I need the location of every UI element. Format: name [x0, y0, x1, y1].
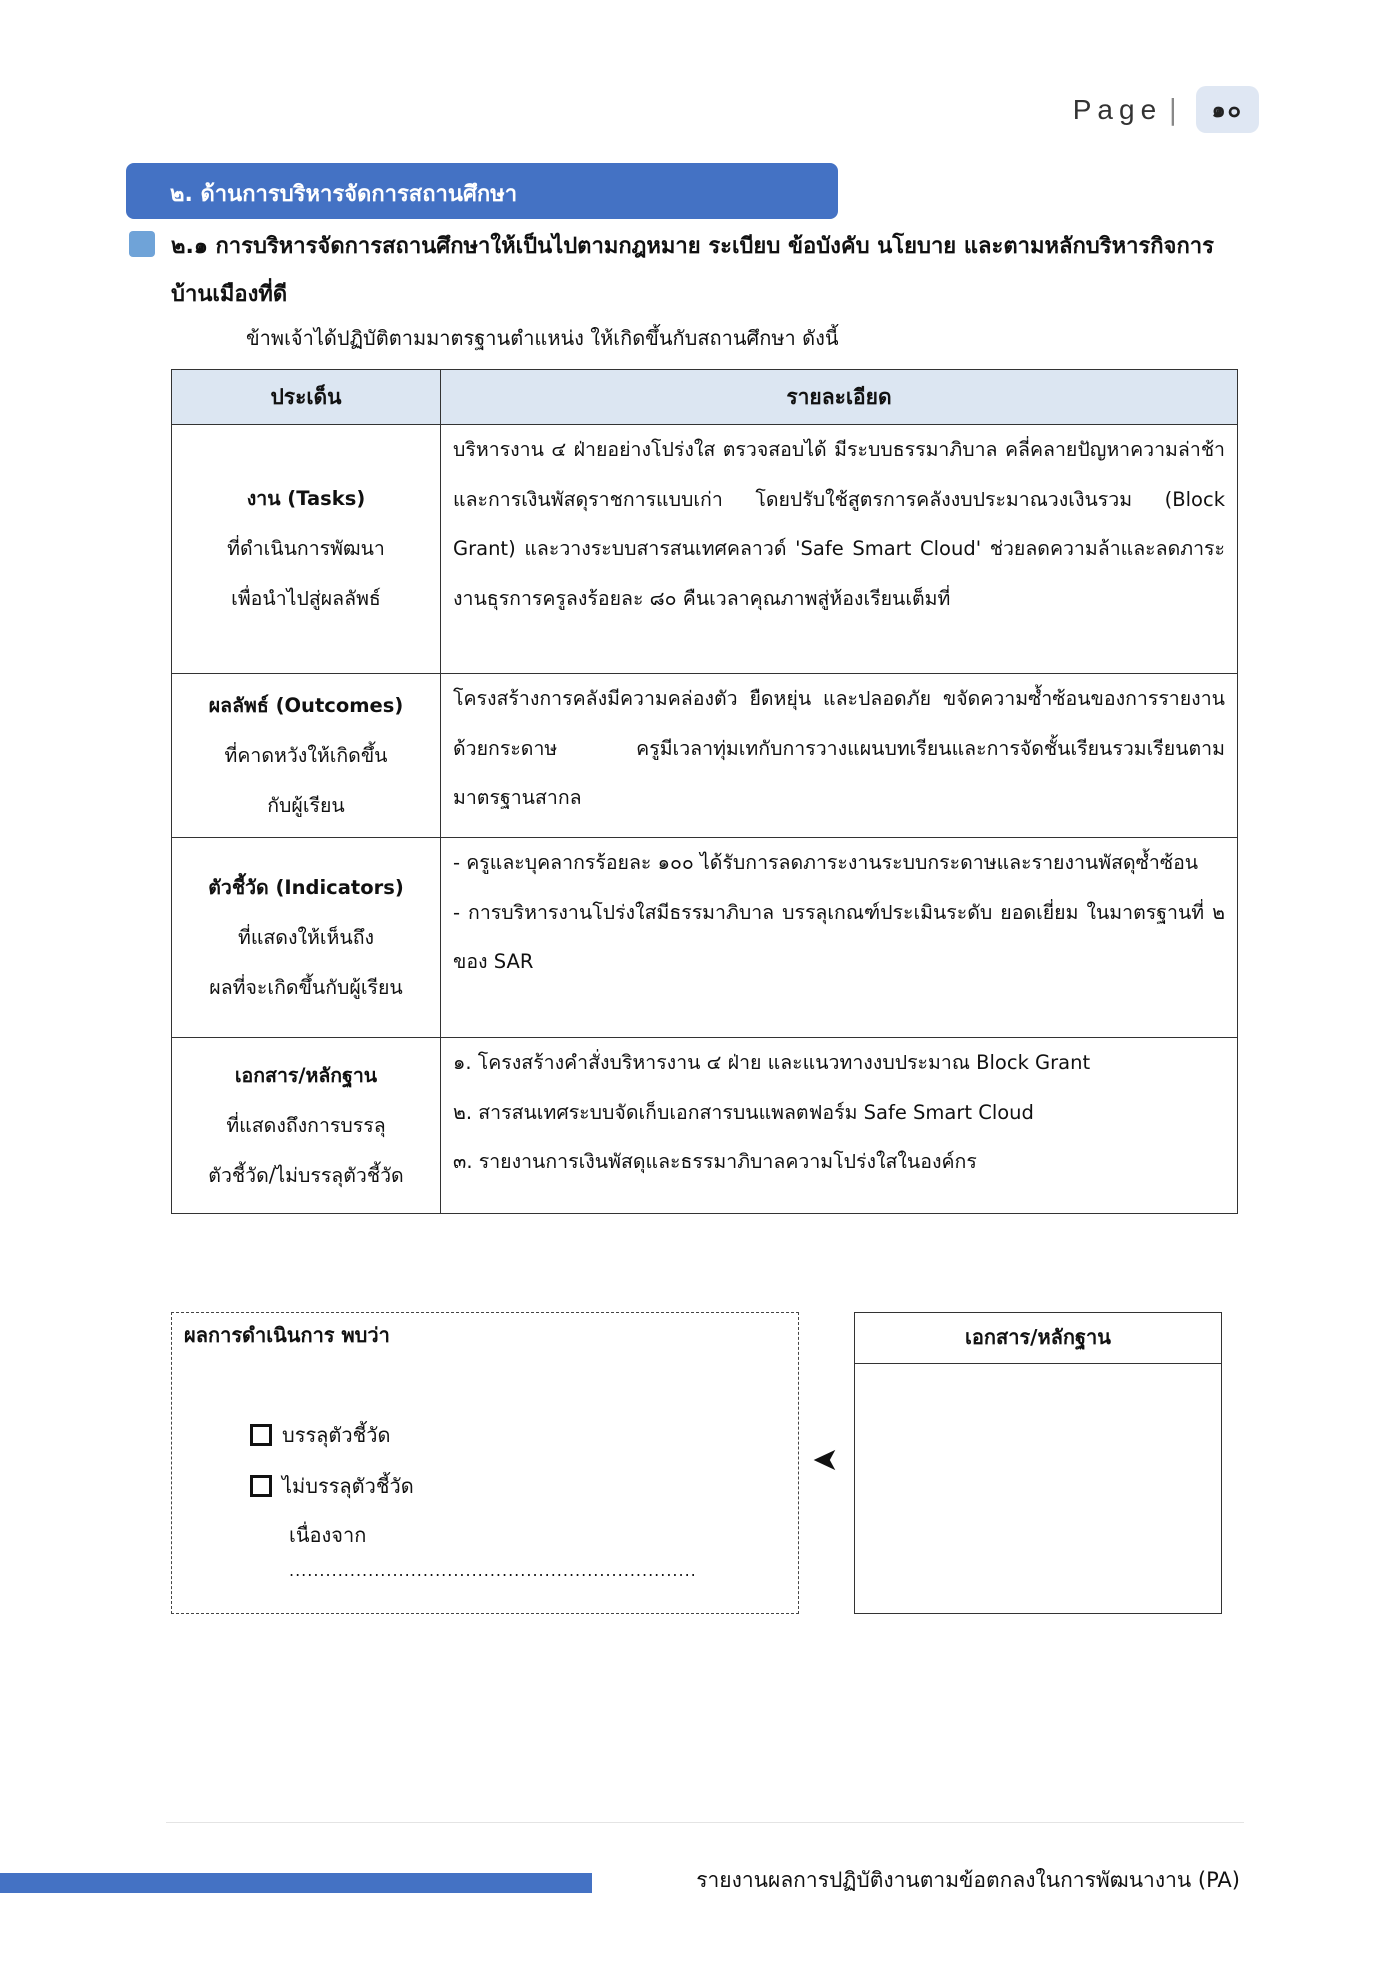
- topic-subtext: ที่แสดงถึงการบรรลุ: [226, 1113, 386, 1137]
- page-header: [1073, 86, 1259, 133]
- topic-heading: ผลลัพธ์ (Outcomes): [208, 693, 404, 717]
- column-header-topic: ประเด็น: [172, 370, 441, 425]
- topic-subtext: กับผู้เรียน: [267, 793, 345, 817]
- page-label: Page: [1072, 93, 1163, 125]
- detail-cell: [441, 1038, 1238, 1214]
- page-number: ๑๐: [1196, 86, 1259, 133]
- intro-text: ข้าพเจ้าได้ปฏิบัติตามมาตรฐานตำแหน่ง ให้เกิดขึ้นกับสถานศึกษา ดังนี้: [246, 326, 839, 350]
- topic-cell: [172, 674, 441, 838]
- footer-divider: [166, 1822, 1244, 1823]
- topic-cell: [172, 425, 441, 674]
- table-row-tasks: [172, 425, 1238, 674]
- checkbox-icon[interactable]: [250, 1475, 272, 1497]
- topic-cell: [172, 838, 441, 1038]
- because-label: เนื่องจาก: [289, 1523, 367, 1547]
- section-banner: ๒. ด้านการบริหารจัดการสถานศึกษา: [126, 163, 838, 219]
- topic-heading: งาน (Tasks): [246, 487, 366, 510]
- topic-subtext: ที่คาดหวังให้เกิดขึ้น: [224, 743, 388, 767]
- table-header-row: [172, 370, 1238, 425]
- topic-heading: ตัวชี้วัด (Indicators): [208, 875, 404, 899]
- topic-subtext: ตัวชี้วัด/ไม่บรรลุตัวชี้วัด: [208, 1163, 404, 1187]
- option-not-achieved-label: ไม่บรรลุตัวชี้วัด: [282, 1474, 414, 1498]
- indicator-item: - ครูและบุคลากรร้อยละ ๑๐๐ ได้รับการลดภาระงานระบบกระดาษและรายงานพัสดุซ้ำซ้อน: [453, 851, 1199, 874]
- checkbox-icon[interactable]: [250, 1424, 272, 1446]
- subsection-marker-icon: [129, 231, 155, 257]
- evidence-item: ๓. รายงานการเงินพัสดุและธรรมาภิบาลความโปร่งใสในองค์กร: [453, 1150, 977, 1173]
- evidence-box: [854, 1312, 1222, 1614]
- indicator-item: - การบริหารงานโปร่งใสมีธรรมาภิบาล บรรลุเกณฑ์ประเมินระดับ ยอดเยี่ยม ในมาตรฐานที่ ๒ ของ SAR: [453, 900, 1225, 973]
- detail-cell: โครงสร้างการคลังมีความคล่องตัว ยืดหยุ่น และปลอดภัย ขจัดความซ้ำซ้อนของการรายงานด้วยกระดาษ ครูมีเวลาทุ่มเทกับการวางแผนบทเรียนและการจัดชั้นเรียนรวมเรียนตามมาตรฐานสากล: [441, 674, 1238, 838]
- topic-subtext: ที่ดำเนินการพัฒนา: [227, 537, 385, 560]
- pa-table: [171, 369, 1238, 1214]
- option-achieved[interactable]: [250, 1419, 390, 1451]
- footer-accent-bar: [0, 1873, 592, 1893]
- table-row-indicators: [172, 838, 1238, 1038]
- result-box: [171, 1312, 799, 1614]
- evidence-item: ๒. สารสนเทศระบบจัดเก็บเอกสารบนแพลตฟอร์ม Safe Smart Cloud: [453, 1100, 1034, 1124]
- topic-heading: เอกสาร/หลักฐาน: [234, 1063, 378, 1087]
- table-row-outcomes: [172, 674, 1238, 838]
- option-not-achieved[interactable]: [250, 1470, 414, 1502]
- subsection-heading: ๒.๑ การบริหารจัดการสถานศึกษาให้เป็นไปตามกฎหมาย ระเบียบ ข้อบังคับ นโยบาย และตามหลักบริหารกิจการบ้านเมืองที่ดี: [171, 234, 1214, 307]
- reason-fill-line[interactable]: ...................................................................: [289, 1561, 697, 1580]
- topic-cell: [172, 1038, 441, 1214]
- footer-text: รายงานผลการปฏิบัติงานตามข้อตกลงในการพัฒนางาน (PA): [696, 1868, 1240, 1892]
- topic-subtext: ผลที่จะเกิดขึ้นกับผู้เรียน: [209, 975, 403, 999]
- option-achieved-label: บรรลุตัวชี้วัด: [282, 1423, 391, 1447]
- arrow-left-icon: ➤: [812, 1440, 839, 1478]
- detail-cell: บริหารงาน ๔ ฝ่ายอย่างโปร่งใส ตรวจสอบได้ มีระบบธรรมาภิบาล คลี่คลายปัญหาความล่าช้าและการเงินพัสดุราชการแบบเก่า โดยปรับใช้สูตรการคลังงบประมาณวงเงินรวม (Block Grant) และวางระบบสารสนเทศคลาวด์ 'Safe Smart Cloud' ช่วยลดความล้าและลดภาระงานธุรการครูลงร้อยละ ๘๐ คืนเวลาคุณภาพสู่ห้องเรียนเต็มที่: [441, 425, 1238, 674]
- table-row-evidence: [172, 1038, 1238, 1214]
- column-header-detail: รายละเอียด: [441, 370, 1238, 425]
- page-separator: |: [1168, 93, 1178, 126]
- evidence-title: เอกสาร/หลักฐาน: [855, 1313, 1221, 1364]
- evidence-item: ๑. โครงสร้างคำสั่งบริหารงาน ๔ ฝ่าย และแนวทางงบประมาณ Block Grant: [453, 1051, 1091, 1074]
- detail-cell: [441, 838, 1238, 1038]
- topic-subtext: ที่แสดงให้เห็นถึง: [237, 925, 375, 949]
- topic-subtext: เพื่อนำไปสู่ผลลัพธ์: [231, 587, 381, 610]
- result-title: ผลการดำเนินการ พบว่า: [184, 1323, 390, 1347]
